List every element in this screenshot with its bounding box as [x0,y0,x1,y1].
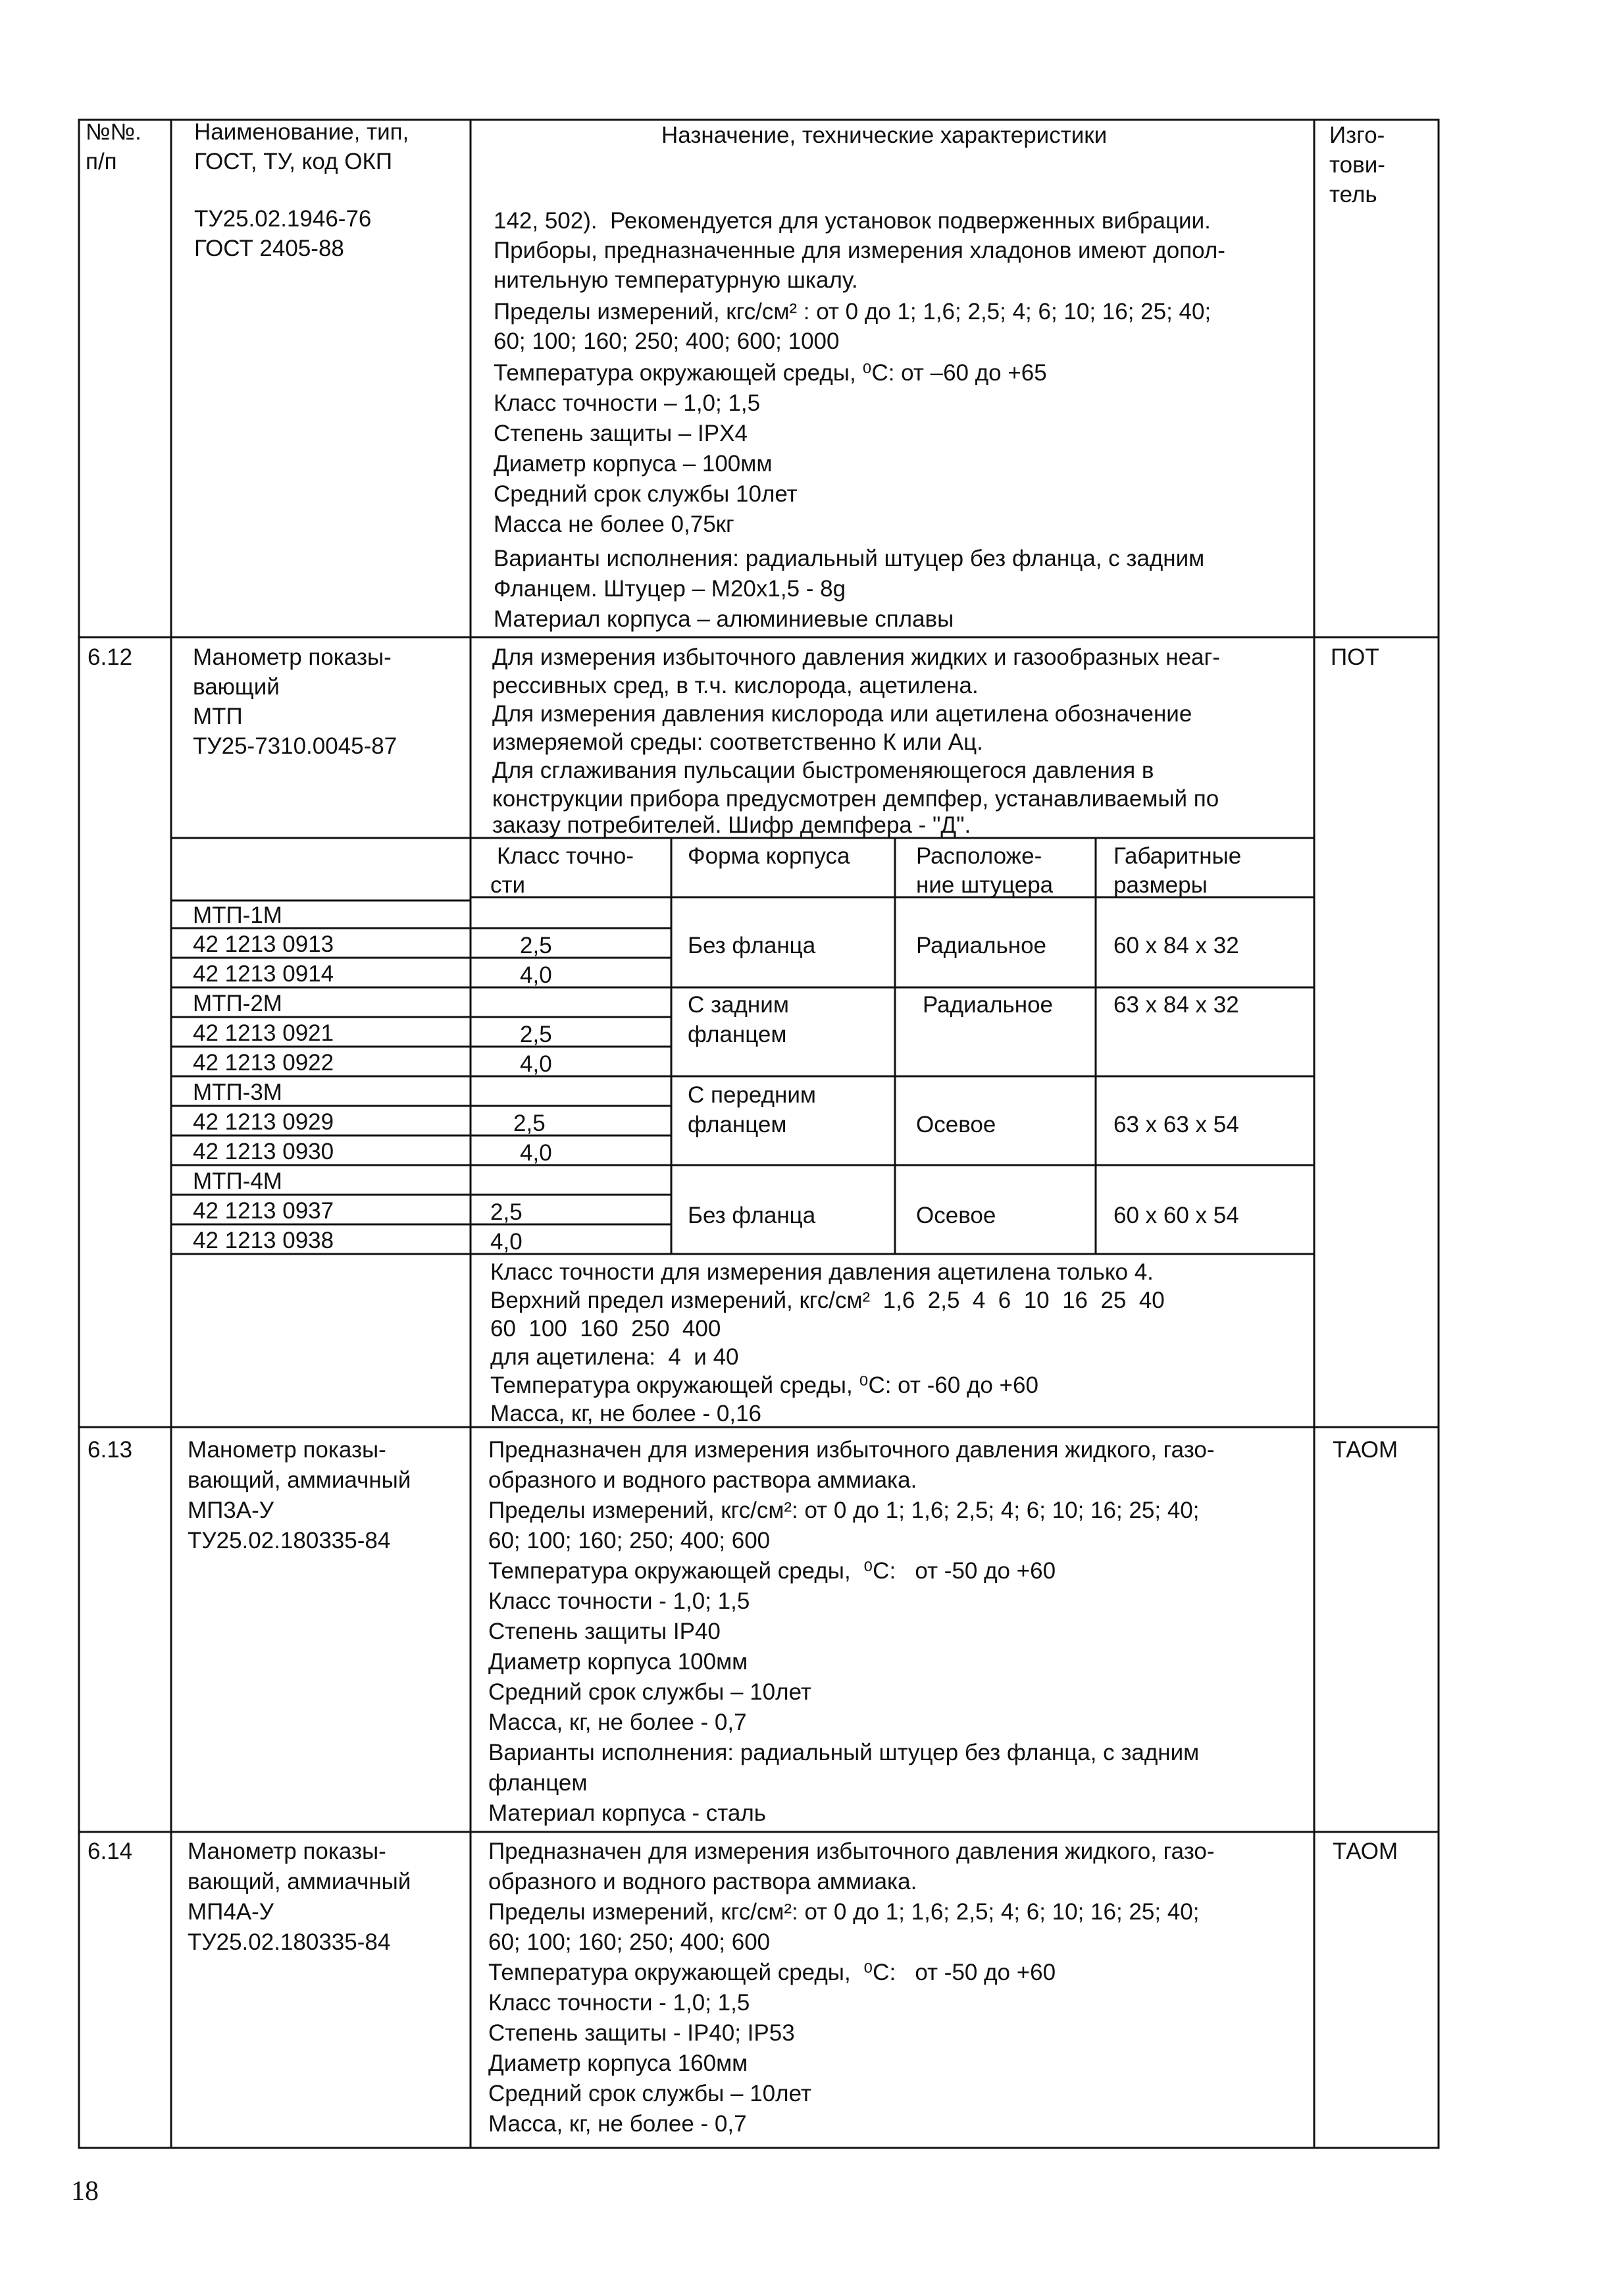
r613-line: Степень защиты IP40 [488,1619,721,1644]
dimensions: 63 x 63 x 54 [1113,1112,1239,1137]
cont-line: 142, 502). Рекомендуется для установок подверженных вибрации. [494,208,1211,234]
accuracy-class: 2,5 [490,1199,523,1225]
header-name-2: ГОСТ, ТУ, код ОКП [194,149,393,174]
header-maker-2: тови- [1329,152,1385,178]
cont-name-1: ТУ25.02.1946-76 [194,206,372,232]
r613-line: Варианты исполнения: радиальный штуцер без фланца, с задним [488,1740,1200,1765]
cont-line: Материал корпуса – алюминиевые сплавы [494,606,954,632]
dimensions: 60 x 84 x 32 [1113,933,1239,958]
sub-header-dims-2: размеры [1113,872,1208,898]
model-code: 42 1213 0937 [193,1198,334,1224]
row-6-13-num: 6.13 [88,1437,133,1463]
r613-name-2: вающий, аммиачный [188,1467,411,1493]
r613-line: 60; 100; 160; 250; 400; 600 [488,1528,771,1553]
r613-line: образного и водного раствора аммиака. [488,1467,917,1493]
r614-line: Диаметр корпуса 160мм [488,2050,748,2076]
cont-line: Пределы измерений, кгс/см² : от 0 до 1; 1,6; 2,5; 4; 6; 10; 16; 25; 40; [494,299,1212,325]
r612-name-4: ТУ25-7310.0045-87 [193,733,397,759]
r614-line: Средний срок службы – 10лет [488,2081,811,2106]
header-maker-3: тель [1329,182,1377,207]
accuracy-class: 2,5 [513,1110,546,1136]
r614-line: Класс точности - 1,0; 1,5 [488,1990,750,2016]
r614-line: Предназначен для измерения избыточного давления жидкого, газо- [488,1839,1215,1864]
dimensions: 63 x 84 x 32 [1113,992,1239,1018]
r612-line: Для измерения давления кислорода или ацетилена обозначение [492,701,1192,727]
sub-header-class-2: сти [490,872,526,898]
sub-header-form: Форма корпуса [688,843,850,869]
r612-tail-line: Класс точности для измерения давления ацетилена только 4. [490,1259,1154,1285]
model-code: 42 1213 0914 [193,961,334,987]
r612-name-3: МТП [193,704,243,729]
model-code: 42 1213 0921 [193,1020,334,1046]
r613-line: Температура окружающей среды, ⁰С: от -50 до +60 [488,1558,1056,1584]
r613-line: Материал корпуса - сталь [488,1800,766,1826]
r614-line: Степень защиты - IP40; IP53 [488,2020,795,2046]
r612-name-1: Манометр показы- [193,644,392,670]
r614-maker: ТАОМ [1333,1839,1398,1864]
body-form: С передним [688,1082,816,1108]
r613-line: Предназначен для измерения избыточного давления жидкого, газо- [488,1437,1215,1463]
r614-name-4: ТУ25.02.180335-84 [188,1929,391,1955]
model-code: 42 1213 0938 [193,1228,334,1253]
sub-header-fitting-1: Расположе- [916,843,1042,869]
r613-line: Масса, кг, не более - 0,7 [488,1709,747,1735]
header-num-2: п/п [86,149,117,174]
body-form: фланцем [688,1022,787,1047]
r612-tail-line: Верхний предел измерений, кгс/см² 1,6 2,5 4 6 10 16 25 40 [490,1288,1165,1313]
sub-header-fitting-2: ние штуцера [916,872,1054,898]
fitting-location: Осевое [916,1203,996,1228]
cont-line: Класс точности – 1,0; 1,5 [494,390,761,416]
r613-line: Класс точности - 1,0; 1,5 [488,1588,750,1614]
row-6-14-num: 6.14 [88,1839,133,1864]
accuracy-class: 4,0 [520,1051,552,1077]
r614-name-3: МП4А-У [188,1899,274,1925]
model-code: 42 1213 0922 [193,1050,334,1076]
model-code: 42 1213 0913 [193,931,334,957]
fitting-location: Радиальное [923,992,1054,1018]
r614-line: Масса, кг, не более - 0,7 [488,2111,747,2137]
r612-tail-line: Температура окружающей среды, ⁰С: от -60 до +60 [490,1372,1038,1398]
body-form: С задним [688,992,789,1018]
header-name-1: Наименование, тип, [194,119,409,145]
body-form: Без фланца [688,1203,816,1228]
page-number: 18 [71,2176,99,2206]
r613-line: Диаметр корпуса 100мм [488,1649,748,1675]
body-form: Без фланца [688,933,816,958]
model-code: 42 1213 0929 [193,1109,334,1135]
sub-header-class-1: Класс точно- [497,843,634,869]
cont-line: Средний срок службы 10лет [494,481,798,507]
r613-line: Средний срок службы – 10лет [488,1679,811,1705]
r612-line: конструкции прибора предусмотрен демпфер, устанавливаемый по [492,786,1219,812]
body-form: фланцем [688,1112,787,1137]
row-6-12-num: 6.12 [88,644,133,670]
r614-line: 60; 100; 160; 250; 400; 600 [488,1929,771,1955]
r612-tail-line: 60 100 160 250 400 [490,1316,721,1342]
cont-line: 60; 100; 160; 250; 400; 600; 1000 [494,328,840,354]
r612-tail-line: для ацетилена: 4 и 40 [490,1344,739,1370]
r613-name-1: Манометр показы- [188,1437,386,1463]
model-code: 42 1213 0930 [193,1139,334,1164]
header-num-1: №№. [86,119,141,145]
r612-line: заказу потребителей. Шифр демпфера - "Д". [492,812,971,838]
r612-name-2: вающий [193,674,280,700]
dimensions: 60 x 60 x 54 [1113,1203,1239,1228]
r612-line: измеряемой среды: соответственно К или Ац. [492,729,983,755]
r614-name-2: вающий, аммиачный [188,1869,411,1894]
fitting-location: Радиальное [916,933,1047,958]
model-code: МТП-3М [193,1080,282,1105]
r614-line: Пределы измерений, кгс/см²: от 0 до 1; 1,6; 2,5; 4; 6; 10; 16; 25; 40; [488,1899,1200,1925]
r614-line: образного и водного раствора аммиака. [488,1869,917,1894]
accuracy-class: 2,5 [520,1022,552,1047]
model-code: МТП-1М [193,902,282,928]
cont-line: Приборы, предназначенные для измерения хладонов имеют допол- [494,238,1225,263]
model-code: МТП-2М [193,991,282,1016]
cont-line: Масса не более 0,75кг [494,511,734,537]
header-purpose: Назначение, технические характеристики [661,122,1108,148]
header-maker-1: Изго- [1329,122,1385,148]
r613-line: фланцем [488,1770,588,1796]
r613-name-4: ТУ25.02.180335-84 [188,1528,391,1553]
r613-line: Пределы измерений, кгс/см²: от 0 до 1; 1,6; 2,5; 4; 6; 10; 16; 25; 40; [488,1498,1200,1523]
r612-line: рессивных сред, в т.ч. кислорода, ацетилена. [492,673,979,698]
r612-maker: ПОТ [1331,644,1379,670]
cont-name-2: ГОСТ 2405-88 [194,236,344,261]
r612-line: Для измерения избыточного давления жидких и газообразных неаг- [492,644,1220,670]
accuracy-class: 4,0 [520,962,552,988]
accuracy-class: 4,0 [520,1140,552,1166]
cont-line: Фланцем. Штуцер – M20x1,5 - 8g [494,576,846,602]
r612-line: Для сглаживания пульсации быстроменяющегося давления в [492,758,1154,783]
accuracy-class: 2,5 [520,933,552,958]
r614-name-1: Манометр показы- [188,1839,386,1864]
cont-line: Диаметр корпуса – 100мм [494,451,773,477]
r613-name-3: МП3А-У [188,1498,274,1523]
r612-tail-line: Масса, кг, не более - 0,16 [490,1401,762,1426]
cont-line: Температура окружающей среды, ⁰С: от –60 до +65 [494,360,1047,386]
model-code: МТП-4М [193,1168,282,1194]
cont-line: Варианты исполнения: радиальный штуцер без фланца, с задним [494,546,1205,571]
r613-maker: ТАОМ [1333,1437,1398,1463]
accuracy-class: 4,0 [490,1229,523,1255]
sub-header-dims-1: Габаритные [1113,843,1242,869]
fitting-location: Осевое [916,1112,996,1137]
r614-line: Температура окружающей среды, ⁰С: от -50 до +60 [488,1960,1056,1985]
cont-line: Степень защиты – IPX4 [494,421,748,446]
cont-line: нительную температурную шкалу. [494,267,858,293]
